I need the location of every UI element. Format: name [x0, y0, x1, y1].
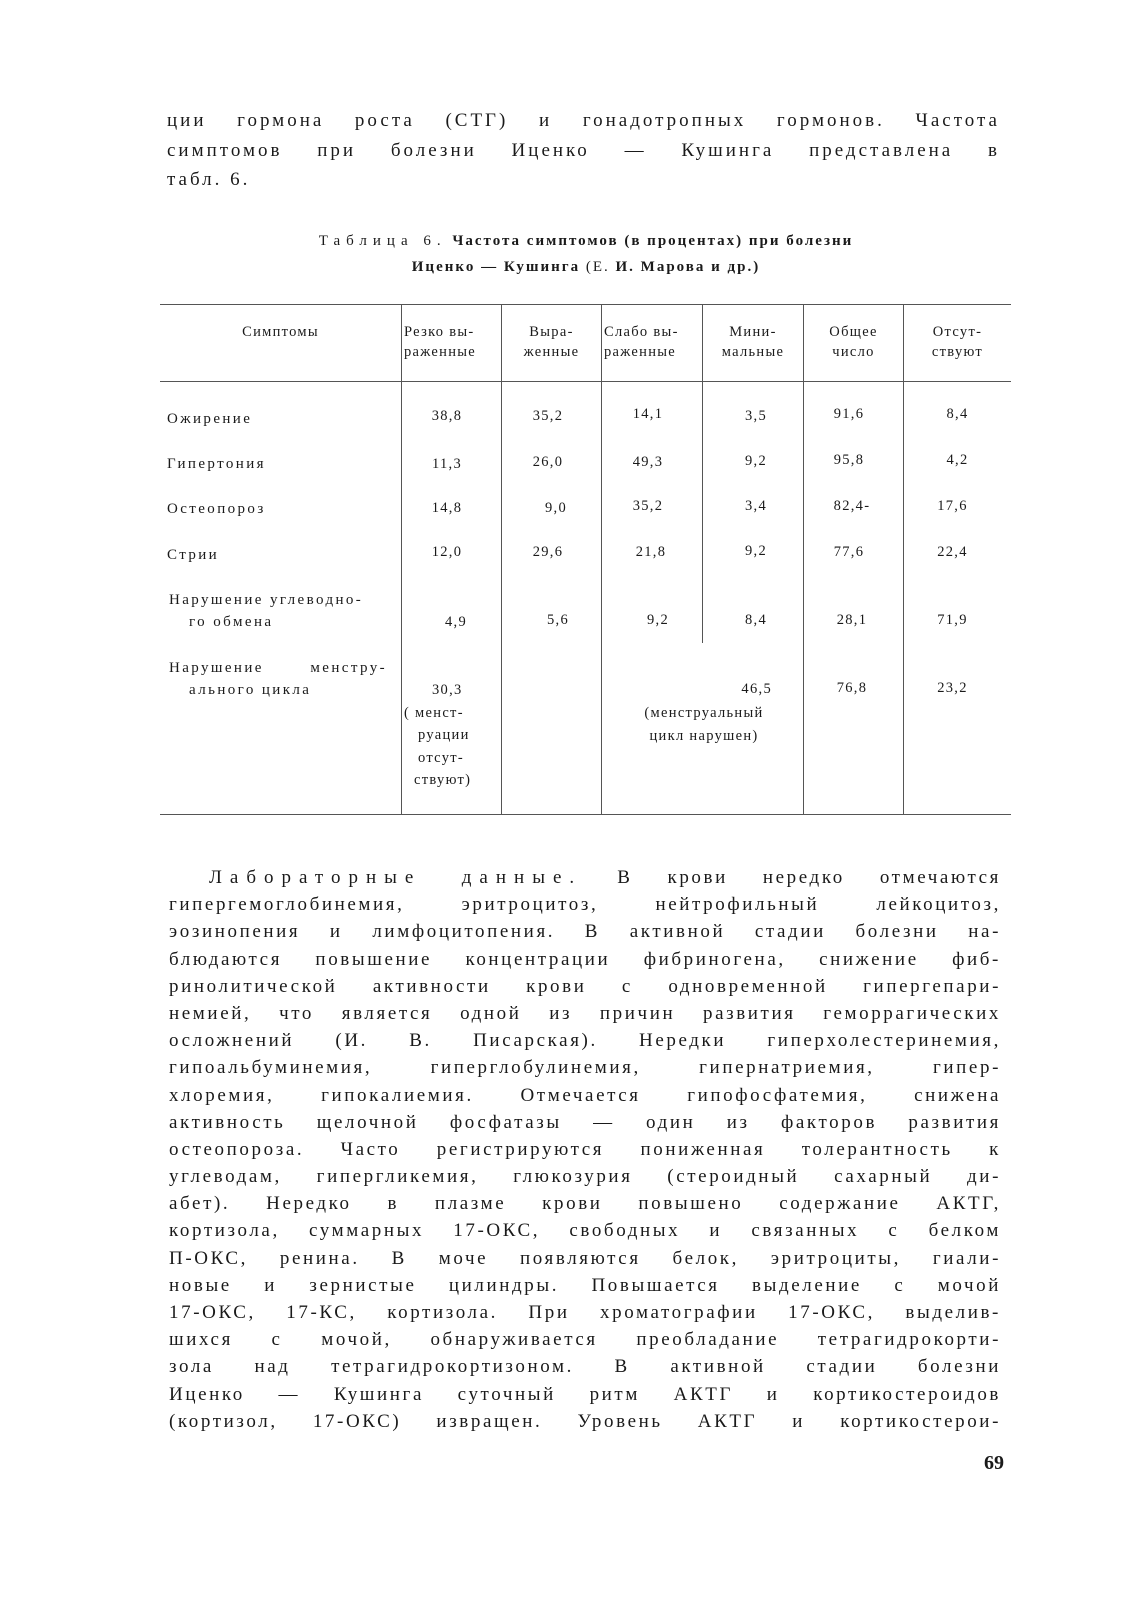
- row-label-line: Нарушение менстру-: [169, 660, 387, 676]
- body-line: (кортизол, 17-ОКС) извращен. Уровень АКТГ и кортикостерои-: [169, 1410, 1001, 1432]
- cell-absent: 23,2: [937, 680, 968, 696]
- header-expressed: [502, 322, 601, 362]
- cell-line: 30,3: [432, 682, 463, 698]
- header-text: число: [832, 344, 875, 360]
- body-line: новые и зернистые цилиндры. Повышается выделение с мочой: [169, 1274, 1001, 1296]
- cell-absent: 4,2: [946, 452, 969, 468]
- header-text: Слабо вы-: [604, 324, 679, 340]
- table-caption: [160, 228, 1012, 280]
- header-symptoms-text: Симптомы: [242, 324, 319, 340]
- cell-minimal: 3,4: [744, 498, 768, 514]
- header-text: раженные: [604, 344, 677, 360]
- cell-weak: 21,8: [635, 544, 667, 560]
- header-text: ствуют: [931, 344, 984, 360]
- row-label: Стрии: [167, 547, 220, 563]
- row-label: Остеопороз: [167, 501, 266, 517]
- intro-line: табл. 6.: [167, 169, 251, 190]
- body-line: гипоальбуминемия, гиперглобулинемия, гипернатриемия, гипер-: [169, 1057, 1001, 1079]
- cell-line: ( менст-: [404, 704, 464, 721]
- cell-total: 82,4-: [833, 498, 871, 514]
- body-line: кортизола, суммарных 17-ОКС, свободных и связанных с белком: [169, 1220, 1001, 1242]
- caption-authors: И. Марова и др.): [615, 259, 761, 275]
- header-text: Отсут-: [932, 324, 983, 340]
- intro-line: ции гормона роста (СТГ) и гонадотропных гормонов. Частота: [167, 110, 1000, 131]
- caption-title-cont: Иценко — Кушинга: [411, 259, 581, 275]
- cell-minimal: 9,2: [744, 543, 768, 559]
- cell-minimal: 9,2: [744, 453, 768, 469]
- table-top-rule: [160, 304, 1011, 305]
- body-line: Иценко — Кушинга суточный ритм АКТГ и кортикостероидов: [169, 1383, 1001, 1405]
- cell-sharp: 14,8: [431, 500, 463, 516]
- body-line: эозинопения и лимфоцитопения. В активной стадии болезни на-: [169, 921, 1001, 943]
- body-line: немией, что является одной из причин развития геморрагических: [169, 1002, 1001, 1024]
- table-header-rule: [160, 381, 1011, 382]
- header-text: раженные: [404, 344, 477, 360]
- header-sharp: [402, 322, 503, 362]
- cell-sharp: 12,0: [431, 544, 463, 560]
- body-line-rest: В крови нередко отмечаются: [617, 867, 1001, 888]
- body-line: 17-ОКС, 17-КС, кортизола. При хроматографии 17-ОКС, выделив-: [169, 1302, 1001, 1323]
- cell-total: 91,6: [833, 406, 865, 422]
- header-text: Резко вы-: [404, 324, 475, 340]
- body-line: абет). Нередко в плазме крови повышено содержание АКТГ,: [169, 1193, 1001, 1215]
- body-line: [169, 864, 1001, 891]
- cell-expressed: 35,2: [532, 408, 564, 424]
- row-label: [169, 657, 387, 701]
- cell-line: 46,5: [741, 681, 772, 697]
- header-minimal: [703, 322, 803, 362]
- cell-absent: 71,9: [937, 612, 968, 628]
- row-label-line: го обмена: [189, 614, 274, 630]
- caption-line-1: [160, 228, 1012, 254]
- cell-weak: 9,2: [646, 612, 670, 628]
- header-text: Общее: [829, 324, 878, 340]
- cell-weak: 14,1: [632, 406, 664, 422]
- cell-total: 95,8: [833, 452, 865, 468]
- cell-absent: 17,6: [937, 498, 968, 514]
- cell-line: (менструальный: [644, 704, 764, 721]
- caption-title: Частота симптомов (в процентах) при болезни: [452, 233, 854, 249]
- header-text: Выра-: [529, 324, 574, 340]
- row-label: Ожирение: [167, 411, 253, 427]
- caption-line-2: [160, 254, 1012, 280]
- cell-minimal: 3,5: [744, 408, 768, 424]
- body-line: хлоремия, гипокалиемия. Отмечается гипофосфатемия, снижена: [169, 1084, 1001, 1106]
- row-label: Гипертония: [167, 456, 266, 472]
- body-line: зола над тетрагидрокортизоном. В активной стадии болезни: [169, 1356, 1001, 1378]
- body-line: ринолитической активности крови с одновременной гипергепари-: [169, 975, 1001, 997]
- cell-line: ствуют): [414, 772, 472, 788]
- cell-weak: 35,2: [632, 498, 664, 514]
- caption-label: Таблица 6.: [318, 233, 447, 249]
- header-total: [804, 322, 903, 362]
- cell-total: 76,8: [836, 680, 868, 696]
- body-paragraph: [169, 864, 1001, 1435]
- header-text: Мини-: [729, 324, 777, 340]
- cell-expressed: 26,0: [532, 454, 564, 470]
- cell-weak: 49,3: [632, 454, 664, 470]
- body-line: блюдаются повышение концентрации фибриногена, снижение фиб-: [169, 948, 1001, 970]
- body-line: гипергемоглобинемия, эритроцитоз, нейтрофильный лейкоцитоз,: [169, 894, 1001, 916]
- section-heading: Лабораторные данные.: [209, 867, 583, 888]
- cell-sharp-multiline: [404, 679, 484, 792]
- cell-sharp: 38,8: [431, 408, 463, 424]
- row-label-line: ального цикла: [189, 682, 312, 698]
- header-symptoms: [160, 322, 401, 342]
- body-line: осложнений (И. В. Писарская). Нередки гиперхолестеринемия,: [169, 1030, 1001, 1052]
- cell-sharp: 11,3: [431, 456, 463, 472]
- cell-expressed: 5,6: [546, 612, 570, 628]
- header-weak: [602, 322, 704, 362]
- page-number: 69: [984, 1452, 1004, 1474]
- header-absent: [904, 322, 1011, 362]
- cell-total: 28,1: [836, 612, 868, 628]
- header-text: мальные: [721, 344, 785, 360]
- intro-paragraph: [167, 106, 1000, 195]
- body-line: остеопороза. Часто регистрируются пониженная толерантность к: [169, 1138, 1001, 1160]
- body-line: активность щелочной фосфатазы — один из факторов развития: [169, 1111, 1001, 1133]
- intro-line: симптомов при болезни Иценко — Кушинга представлена в: [167, 139, 1000, 161]
- cell-line: цикл нарушен): [649, 728, 759, 744]
- body-line: П-ОКС, ренина. В моче появляются белок, эритроциты, гиали-: [169, 1247, 1001, 1269]
- cell-expressed: 9,0: [544, 500, 568, 516]
- row-label-line: Нарушение углеводно-: [169, 592, 364, 608]
- body-line: углеводам, гипергликемия, глюкозурия (стероидный сахарный ди-: [169, 1166, 1001, 1188]
- body-line: шихся с мочой, обнаруживается преобладание тетрагидрокорти-: [169, 1329, 1001, 1351]
- cell-line: отсут-: [418, 749, 465, 766]
- cell-expressed: 29,6: [532, 544, 564, 560]
- cell-minimal: 8,4: [744, 612, 768, 628]
- cell-absent: 8,4: [946, 406, 969, 422]
- row-label: [169, 589, 363, 633]
- cell-sharp: 4,9: [444, 614, 468, 630]
- header-text: женные: [523, 344, 580, 360]
- table-bottom-rule: [160, 814, 1011, 815]
- cell-merged-weak-minimal: [622, 678, 786, 749]
- cell-total: 77,6: [833, 544, 865, 560]
- cell-absent: 22,4: [937, 544, 968, 560]
- caption-authors-open: (Е.: [585, 259, 610, 275]
- cell-line: руации: [418, 727, 470, 743]
